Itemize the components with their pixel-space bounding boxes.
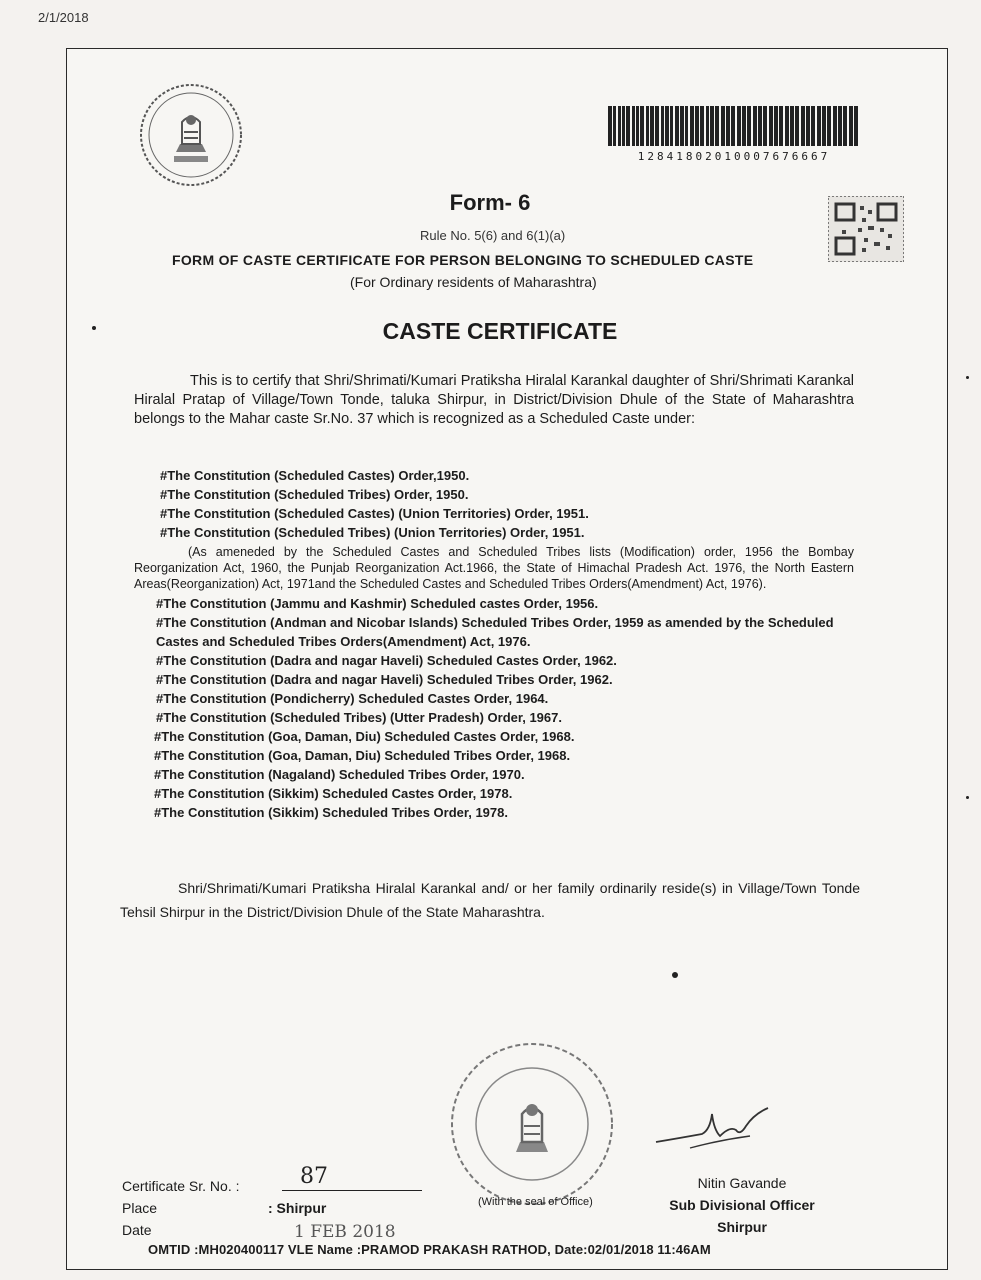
order-item: #The Constitution (Dadra and nagar Haveli) Scheduled Tribes Order, 1962. — [156, 672, 613, 687]
order-item: #The Constitution (Goa, Daman, Diu) Scheduled Castes Order, 1968. — [154, 729, 575, 744]
residence-statement — [120, 876, 860, 924]
officer-name: Nitin Gavande — [697, 1175, 787, 1191]
print-date: 2/1/2018 — [38, 10, 89, 25]
date-stamp: 1 FEB 2018 — [294, 1222, 396, 1242]
amendment-text: (As ameneded by the Scheduled Castes and Scheduled Tribes lists (Modification) order, 1956 the Bombay Reorganization Act, 1960, the Punjab Reorganization Act.1966, the State of Himachal Pradesh Act. 1976, the North Eastern Areas(Reorganization) Act, 1971and the Scheduled Castes and Scheduled Tribes Orders(Amendment) Act, 1976). — [134, 545, 854, 591]
rule-reference: Rule No. 5(6) and 6(1)(a) — [420, 228, 566, 243]
order-item: #The Constitution (Dadra and nagar Haveli) Scheduled Castes Order, 1962. — [156, 653, 617, 668]
scan-speck — [966, 796, 969, 799]
order-item: #The Constitution (Scheduled Tribes) (Utter Pradesh) Order, 1967. — [156, 710, 562, 725]
officer-designation: Sub Divisional Officer — [669, 1197, 815, 1213]
order-item: #The Constitution (Pondicherry) Scheduled Castes Order, 1964. — [156, 691, 549, 706]
order-item: #The Constitution (Jammu and Kashmir) Scheduled castes Order, 1956. — [156, 596, 599, 611]
officer-block — [652, 1172, 832, 1238]
residence-text: Shri/Shrimati/Kumari Pratiksha Hiralal Karankal and/ or her family ordinarily reside(s) in Village/Town Tonde Tehsil Shirpur in the District/Division Dhule of the State Maharashtra. — [120, 880, 860, 920]
place-value: : Shirpur — [268, 1200, 327, 1216]
certificate-sr-value: 87 — [300, 1164, 328, 1189]
sr-underline — [282, 1190, 422, 1191]
scan-speck — [92, 326, 96, 330]
order-item: #The Constitution (Sikkim) Scheduled Castes Order, 1978. — [154, 786, 513, 801]
scan-speck — [966, 376, 969, 379]
barcode — [600, 106, 868, 162]
government-emblem — [138, 82, 244, 188]
order-item: #The Constitution (Andman and Nicobar Islands) Scheduled Tribes Order, 1959 as amended by the Scheduled Castes and Scheduled Tribes Orders(Amendment) Act, 1976. — [156, 615, 834, 649]
order-item: #The Constitution (Goa, Daman, Diu) Scheduled Tribes Order, 1968. — [154, 748, 571, 763]
scan-speck — [672, 972, 678, 978]
certificate-sr-label: Certificate Sr. No. : — [122, 1178, 240, 1194]
certificate-title: CASTE CERTIFICATE — [382, 318, 618, 344]
amendment-note — [134, 544, 854, 592]
orders-list — [134, 466, 854, 822]
date-label: Date — [122, 1222, 152, 1238]
order-item: #The Constitution (Scheduled Tribes) (Union Territories) Order, 1951. — [160, 525, 585, 540]
officer-place: Shirpur — [717, 1219, 767, 1235]
barcode-bars — [608, 106, 858, 146]
form-heading: FORM OF CASTE CERTIFICATE FOR PERSON BELONGING TO SCHEDULED CASTE — [172, 252, 754, 268]
seal-caption: (With the seal of Office) — [478, 1196, 593, 1208]
officer-signature — [650, 1100, 780, 1160]
order-item: #The Constitution (Nagaland) Scheduled Tribes Order, 1970. — [154, 767, 525, 782]
barcode-number: 12841802010007676667 — [637, 150, 831, 163]
order-item: #The Constitution (Scheduled Castes) Order,1950. — [160, 468, 470, 483]
place-label: Place — [122, 1200, 158, 1216]
form-number: Form- 6 — [449, 190, 531, 215]
order-item: #The Constitution (Scheduled Castes) (Union Territories) Order, 1951. — [160, 506, 589, 521]
footer-omtid: OMTID :MH020400117 VLE Name :PRAMOD PRAKASH RATHOD, Date:02/01/2018 11:46AM — [148, 1242, 711, 1257]
form-subheading: (For Ordinary residents of Maharashtra) — [350, 274, 597, 290]
order-item: #The Constitution (Scheduled Tribes) Order, 1950. — [160, 487, 469, 502]
certification-statement: This is to certify that Shri/Shrimati/Kumari Pratiksha Hiralal Karankal daughter of Shri/Shrimati Karankal Hiralal Pratap of Village/Town Tonde, taluka Shirpur, in District/Division Dhule of the State of Maharashtra belongs to the Mahar caste Sr.No. 37 which is recognized as a Scheduled Caste under: — [134, 373, 854, 427]
order-item: #The Constitution (Sikkim) Scheduled Tribes Order, 1978. — [154, 805, 508, 820]
